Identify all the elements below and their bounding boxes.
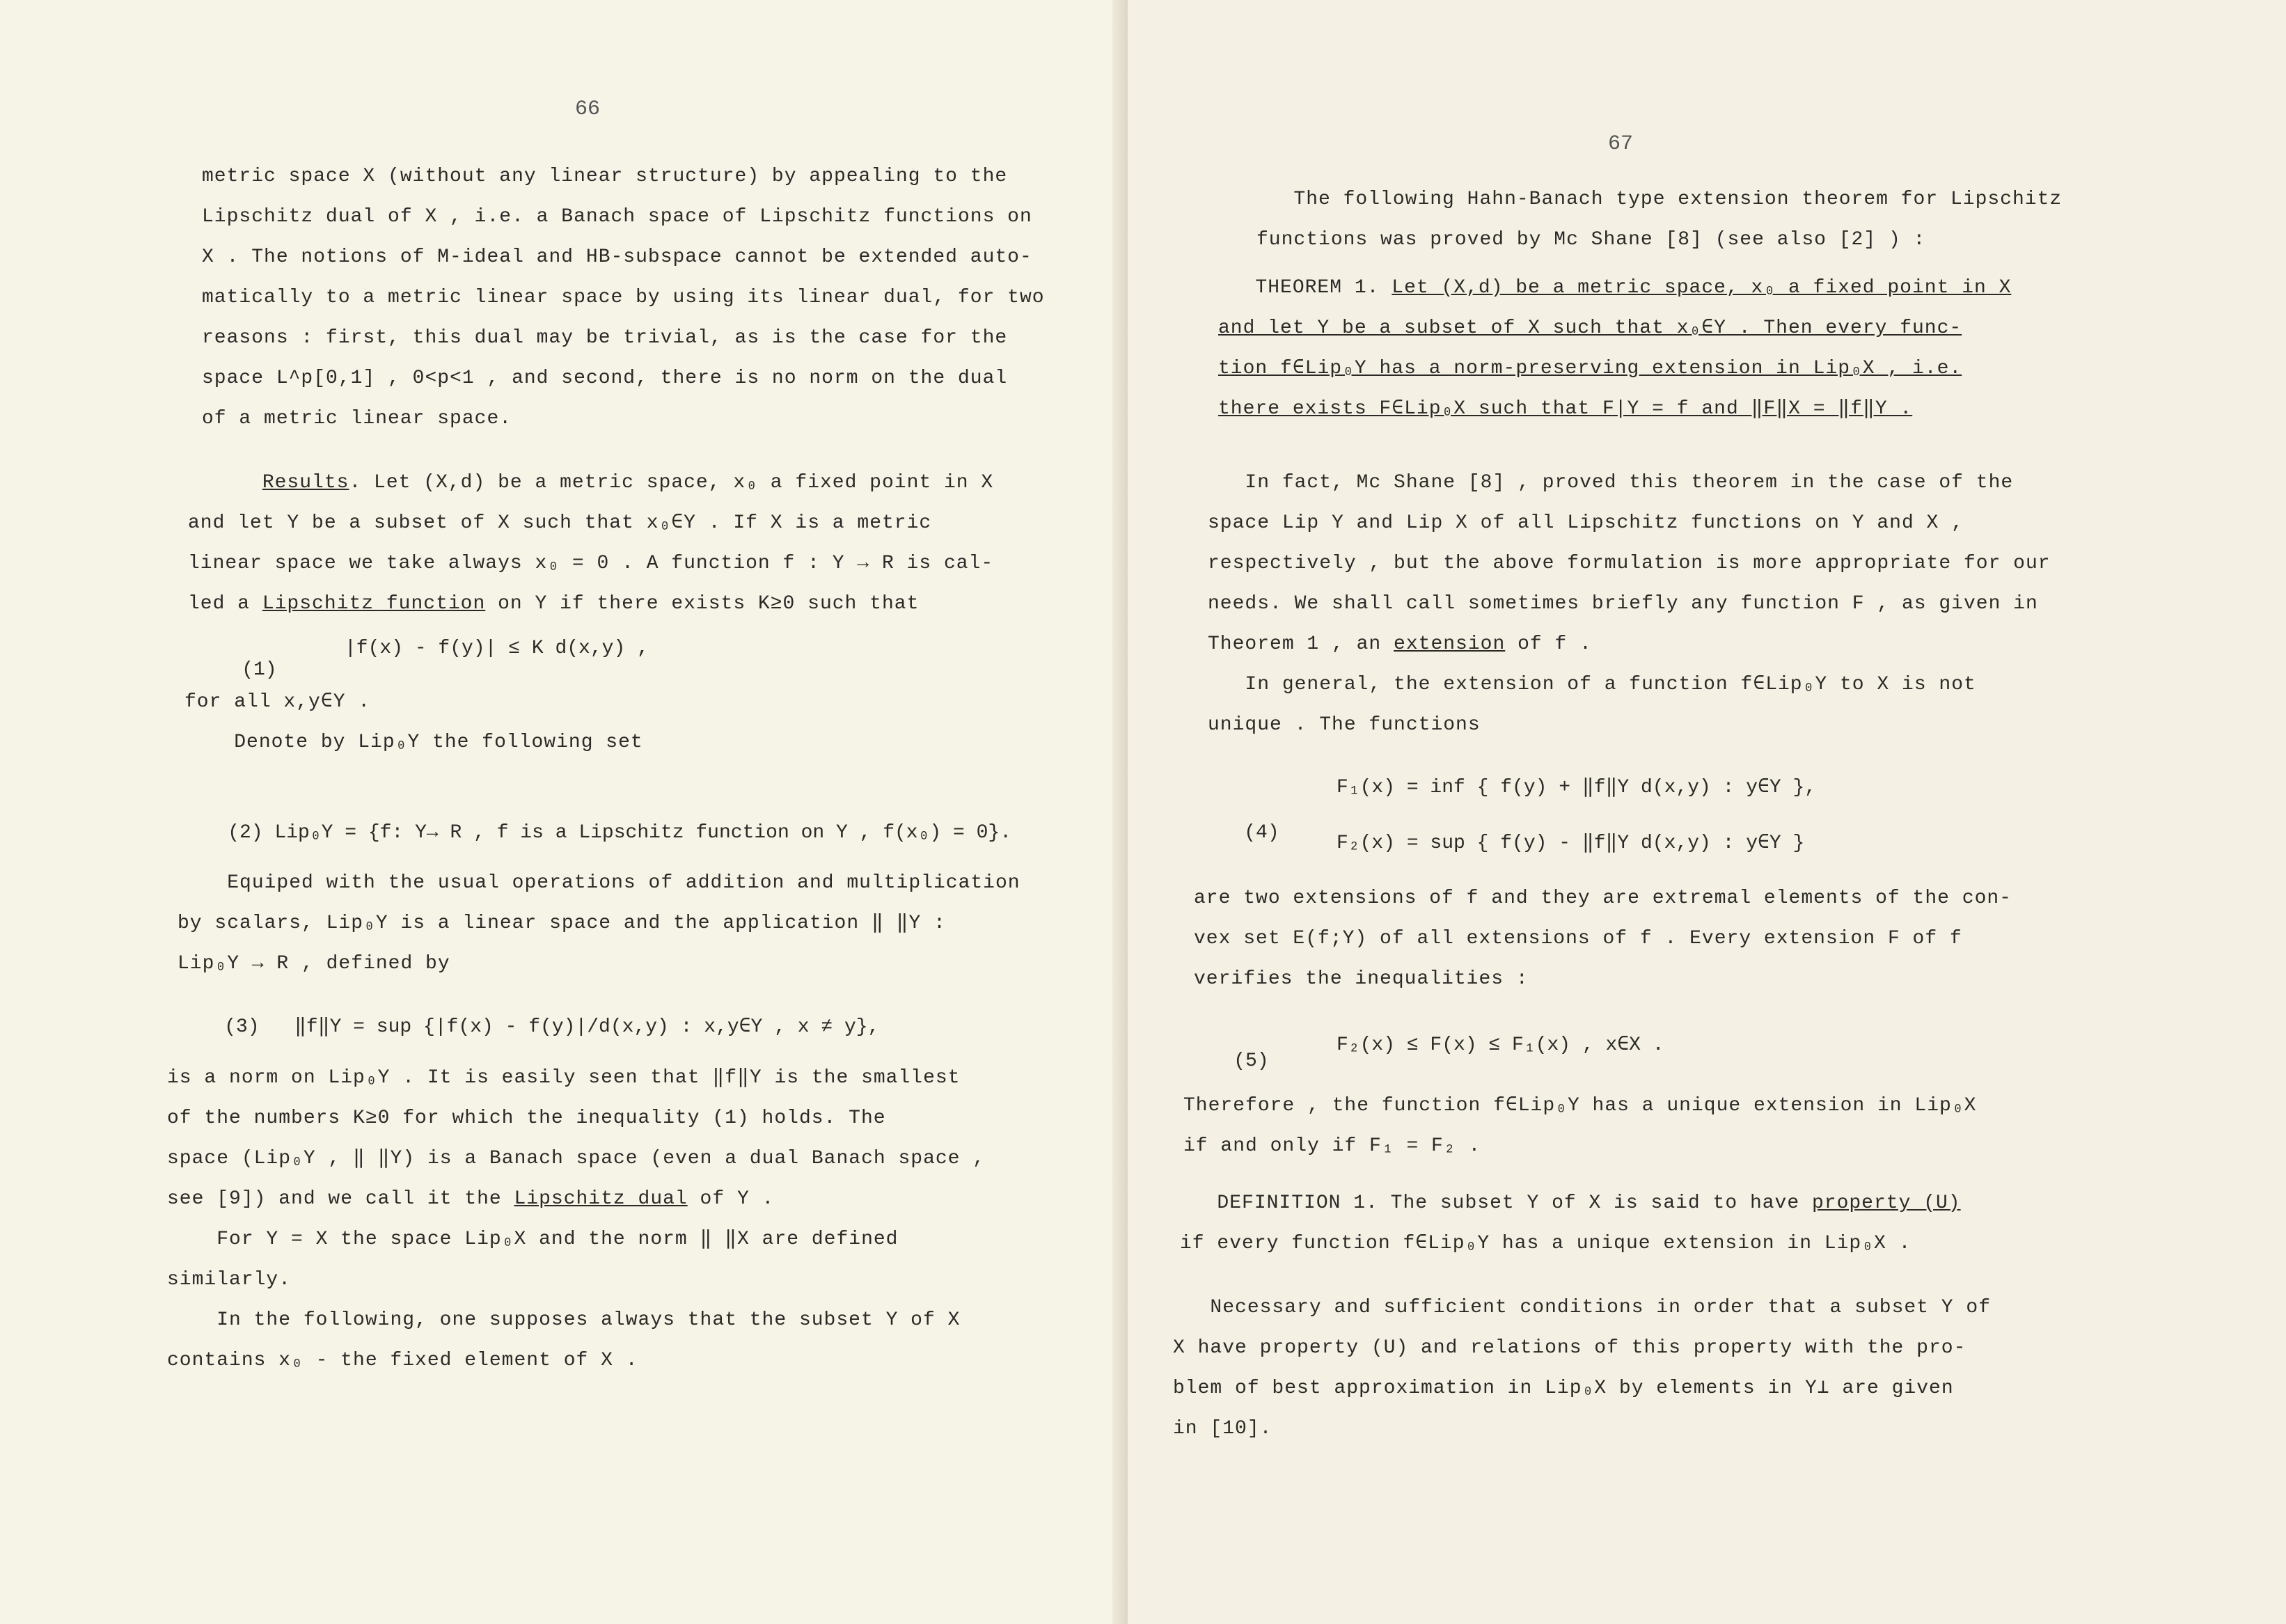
equation-body: ‖f‖Y = sup {|f(x) - f(y)|/d(x,y) : x,y∈Y , x ≠ y},: [294, 1016, 880, 1038]
results-continued-3: [167, 1058, 985, 1381]
results-continued: [184, 682, 643, 763]
page-number: 67: [1608, 132, 1634, 156]
text-line: Denote by Lip₀Y the following set: [234, 732, 643, 753]
results-continued-2: [178, 863, 1020, 984]
left-page: [0, 0, 1128, 1624]
text-line: The following Hahn-Banach type extension theorem for Lipschitz: [1293, 189, 2063, 210]
text-line: For Y = X the space Lip₀X and the norm ‖ ‖X are defined: [216, 1229, 899, 1250]
text-line: unique . The functions: [1208, 714, 1481, 736]
text-line: metric space X (without any linear structure) by appealing to the: [202, 166, 1008, 187]
equation-label: (4): [1244, 822, 1279, 844]
equation-5-body: F₂(x) ≤ F(x) ≤ F₁(x) , x∈X .: [1337, 1034, 1664, 1056]
text-line: of the numbers K≥0 for which the inequality (1) holds. The: [167, 1107, 886, 1129]
text-line: by scalars, Lip₀Y is a linear space and the application ‖ ‖Y :: [178, 913, 946, 934]
definition-1: [1180, 1183, 1961, 1264]
text-line: similarly.: [167, 1269, 292, 1291]
term-lipschitz-dual: Lipschitz dual: [514, 1188, 688, 1210]
text-line: In general, the extension of a function f∈Lip₀Y to X is not: [1245, 674, 1976, 695]
text-line: if and only if F₁ = F₂ .: [1183, 1135, 1481, 1157]
equation-2: [181, 801, 1011, 865]
text-line: and let Y be a subset of X such that x₀∈Y . If X is a metric: [188, 512, 932, 534]
conclusion-paragraph: [1183, 1086, 1976, 1167]
discussion-paragraph: [1208, 463, 2051, 746]
intro-paragraph: [1256, 180, 2062, 260]
text-line: for all x,y∈Y .: [184, 691, 371, 713]
equation-5: [1187, 1029, 1269, 1094]
text-line: functions was proved by Mc Shane [8] (see also [2] ) :: [1256, 229, 1926, 251]
equation-4a: F₁(x) = inf { f(y) + ‖f‖Y d(x,y) : y∈Y },: [1337, 777, 1817, 798]
text-line: Necessary and sufficient conditions in order that a subset Y of: [1210, 1297, 1991, 1318]
text-line: of a metric linear space.: [202, 408, 512, 429]
equation-1-body: |f(x) - f(y)| ≤ K d(x,y) ,: [345, 638, 649, 659]
text-line: space Lip Y and Lip X of all Lipschitz functions on Y and X ,: [1208, 512, 1964, 534]
text-line: led a Lipschitz function on Y if there exists K≥0 such that: [188, 593, 920, 615]
text-line: space L^p[0,1] , 0<p<1 , and second, there is no norm on the dual: [202, 368, 1008, 389]
definition-heading: DEFINITION 1.: [1217, 1192, 1378, 1214]
intro-paragraph: [202, 157, 1045, 439]
text-line: and let Y be a subset of X such that x₀∈Y . Then every func-: [1218, 317, 1962, 339]
page-number: 66: [575, 97, 601, 121]
text-line: there exists F∈Lip₀X such that F|Y = f and ‖F‖X = ‖f‖Y .: [1218, 398, 1913, 420]
text-line: matically to a metric linear space by using its linear dual, for two: [202, 287, 1045, 308]
text-line: Therefore , the function f∈Lip₀Y has a unique extension in Lip₀X: [1183, 1095, 1977, 1117]
text-line: needs. We shall call sometimes briefly any function F , as given in: [1208, 593, 2038, 615]
text-line: in [10].: [1173, 1418, 1272, 1440]
text-line: vex set E(f;Y) of all extensions of f . Every extension F of f: [1194, 928, 1962, 949]
text-line: Lip₀Y → R , defined by: [178, 953, 450, 975]
text-line: contains x₀ - the fixed element of X .: [167, 1350, 638, 1371]
text-line: verifies the inequalities :: [1194, 968, 1529, 990]
equation-4: [1197, 801, 1279, 865]
term-extension: extension: [1394, 633, 1506, 655]
results-heading: Results: [262, 472, 349, 494]
text-line: are two extensions of f and they are extremal elements of the con-: [1194, 888, 2012, 909]
term-lipschitz-function: Lipschitz function: [262, 593, 486, 615]
equation-label: (3): [224, 1016, 260, 1038]
results-section: [188, 463, 993, 624]
text-line: reasons : first, this dual may be trivial, as is the case for the: [202, 327, 1008, 349]
text-line: In the following, one supposes always that the subset Y of X: [216, 1309, 961, 1331]
text-line: X . The notions of M-ideal and HB-subspace cannot be extended auto-: [202, 246, 1032, 268]
text-line: is a norm on Lip₀Y . It is easily seen that ‖f‖Y is the smallest: [167, 1067, 961, 1089]
equation-label: (2): [228, 822, 263, 844]
text-line: blem of best approximation in Lip₀X by elements in Y⊥ are given: [1173, 1378, 1954, 1399]
equation-4b: F₂(x) = sup { f(y) - ‖f‖Y d(x,y) : y∈Y }: [1337, 833, 1805, 854]
text-line: space (Lip₀Y , ‖ ‖Y) is a Banach space (even a dual Banach space ,: [167, 1148, 986, 1169]
text-line: THEOREM 1. Let (X,d) be a metric space, x₀ a fixed point in X: [1255, 277, 2012, 299]
equation-3: [178, 992, 879, 1059]
text-line: Results. Let (X,d) be a metric space, x₀ a fixed point in X: [262, 472, 994, 494]
text-line: see [9]) and we call it the Lipschitz dual of Y .: [167, 1188, 775, 1210]
text-line: respectively , but the above formulation is more appropriate for our: [1208, 553, 2051, 574]
theorem-heading: THEOREM 1.: [1255, 277, 1380, 299]
term-property-u: property (U): [1811, 1192, 1961, 1214]
final-paragraph: [1173, 1288, 1991, 1449]
text-line: In fact, Mc Shane [8] , proved this theorem in the case of the: [1245, 472, 2014, 494]
equation-body: Lip₀Y = {f: Y→ R , f is a Lipschitz function on Y , f(x₀) = 0}.: [274, 822, 1012, 844]
text-line: Lipschitz dual of X , i.e. a Banach space of Lipschitz functions on: [202, 206, 1032, 228]
theorem-1: [1218, 268, 2011, 429]
equation-label: (1): [242, 659, 277, 681]
text-line: if every function f∈Lip₀Y has a unique extension in Lip₀X .: [1180, 1233, 1911, 1254]
extensions-paragraph: [1194, 878, 2012, 1000]
text-line: tion f∈Lip₀Y has a norm-preserving extension in Lip₀X , i.e.: [1218, 358, 1962, 379]
right-page: [1128, 0, 2286, 1624]
text-line: linear space we take always x₀ = 0 . A function f : Y → R is cal-: [188, 553, 994, 574]
text-line: X have property (U) and relations of this property with the pro-: [1173, 1337, 1966, 1359]
text-line: Equiped with the usual operations of addition and multiplication: [227, 872, 1020, 894]
text-line: DEFINITION 1. The subset Y of X is said to have property (U): [1217, 1192, 1961, 1214]
text-line: Theorem 1 , an extension of f .: [1208, 633, 1592, 655]
equation-label: (5): [1233, 1050, 1269, 1072]
